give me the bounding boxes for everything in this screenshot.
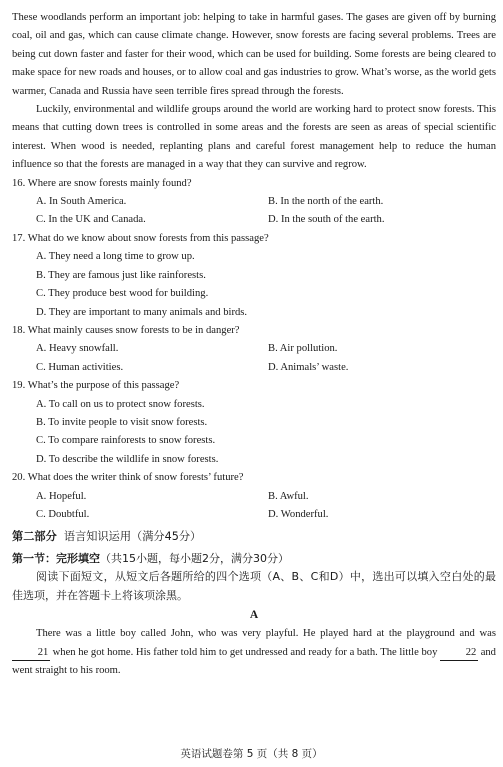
answer-option: B. Awful.: [268, 490, 309, 502]
question-item: [12, 377, 496, 469]
question-list: [12, 175, 496, 525]
answer-option: C. Human activities.: [36, 361, 124, 373]
answer-option: B. In the north of the earth.: [268, 196, 384, 208]
answer-option: A. Hopeful.: [36, 490, 87, 502]
answer-option: A. Heavy snowfall.: [36, 343, 119, 355]
cloze-blank-22: 22: [440, 646, 478, 661]
answer-option: D. They are important to many animals and birds.: [36, 306, 248, 318]
answer-option: A. In South America.: [36, 196, 127, 208]
option-list: [12, 248, 496, 322]
section-one-title: 第一节：完形填空: [12, 551, 100, 565]
option-list: [12, 488, 496, 525]
question-item: [12, 175, 496, 230]
exam-page: [12, 9, 496, 681]
part-two-title: 第二部分: [12, 530, 57, 544]
answer-option: C. They produce best wood for building.: [36, 288, 209, 300]
question-stem: 18. What mainly causes snow forests to be in danger?: [12, 324, 240, 336]
question-item: [12, 322, 496, 377]
answer-option: C. In the UK and Canada.: [36, 214, 146, 226]
answer-option: D. Animals’ waste.: [268, 361, 349, 373]
passage-label: A: [249, 609, 259, 621]
answer-option: D. To describe the wildlife in snow forests.: [36, 453, 219, 465]
answer-option: C. To compare rainforests to snow forests.: [36, 435, 216, 447]
cloze-paragraph: [12, 625, 496, 680]
part-two-heading: [12, 528, 496, 546]
part-two-subtitle: 语言知识运用（满分45分）: [63, 530, 202, 544]
cloze-text-3: and went straight to his room.: [12, 646, 496, 677]
answer-option: A. To call on us to protect snow forests.: [36, 398, 205, 410]
question-stem: 19. What’s the purpose of this passage?: [12, 380, 180, 392]
cloze-text-1: There was a little boy called John, who was very playful. He played hard at the playground and was: [36, 628, 496, 640]
answer-option: B. Air pollution.: [268, 343, 338, 355]
question-stem: 20. What does the writer think of snow forests’ future?: [12, 472, 244, 484]
answer-option: C. Doubtful.: [36, 508, 90, 520]
passage-paragraph-2: Luckily, environmental and wildlife groups around the world are working hard to protect snow forests. This means that cutting down trees is controlled in some areas and the forests are seen as areas of special scientific interest. When wood is needed, replanting plans and careful forest management help to reduce the human influence so that the forests are managed in a way that they can survive and regrow.: [12, 104, 496, 171]
question-item: [12, 469, 496, 524]
passage-paragraph-1: These woodlands perform an important job: helping to take in harmful gases. The gases are given off by burning coal, oil and gas, which can cause climate change. However, snow forests are facing several problems. Trees are being cut down faster and faster for their wood, which can be used for building. Some forests are being cleared to make space for new roads and houses, or to allow coal and gas industries to grow. What’s worse, as the world gets warmer, Canada and Russia have seen terrible fires spread through the forests.: [12, 12, 496, 97]
option-list: [12, 193, 496, 230]
answer-option: A. They need a long time to grow up.: [36, 251, 195, 263]
question-item: [12, 230, 496, 322]
cloze-text-2: when he got home. His father told him to get undressed and ready for a bath. The little boy: [52, 646, 438, 658]
question-stem: 17. What do we know about snow forests from this passage?: [12, 232, 269, 244]
section-one-note: （共15小题，每小题2分，满分30分）: [100, 551, 289, 565]
answer-option: B. They are famous just like rainforests.: [36, 269, 206, 281]
cloze-instructions: 阅读下面短文，从短文后各题所给的四个选项（A、B、C和D）中，选出可以填入空白处的最佳选项，并在答题卡上将该项涂黑。: [12, 570, 496, 602]
section-one-heading: [12, 550, 496, 568]
option-list: [12, 396, 496, 470]
cloze-blank-21: 21: [12, 646, 50, 661]
question-stem: 16. Where are snow forests mainly found?: [12, 177, 192, 189]
answer-option: B. To invite people to visit snow forests.: [36, 416, 208, 428]
option-list: [12, 340, 496, 377]
page-footer: 英语试题卷第 5 页（共 8 页）: [180, 748, 323, 760]
answer-option: D. In the south of the earth.: [268, 214, 385, 226]
answer-option: D. Wonderful.: [268, 508, 329, 520]
